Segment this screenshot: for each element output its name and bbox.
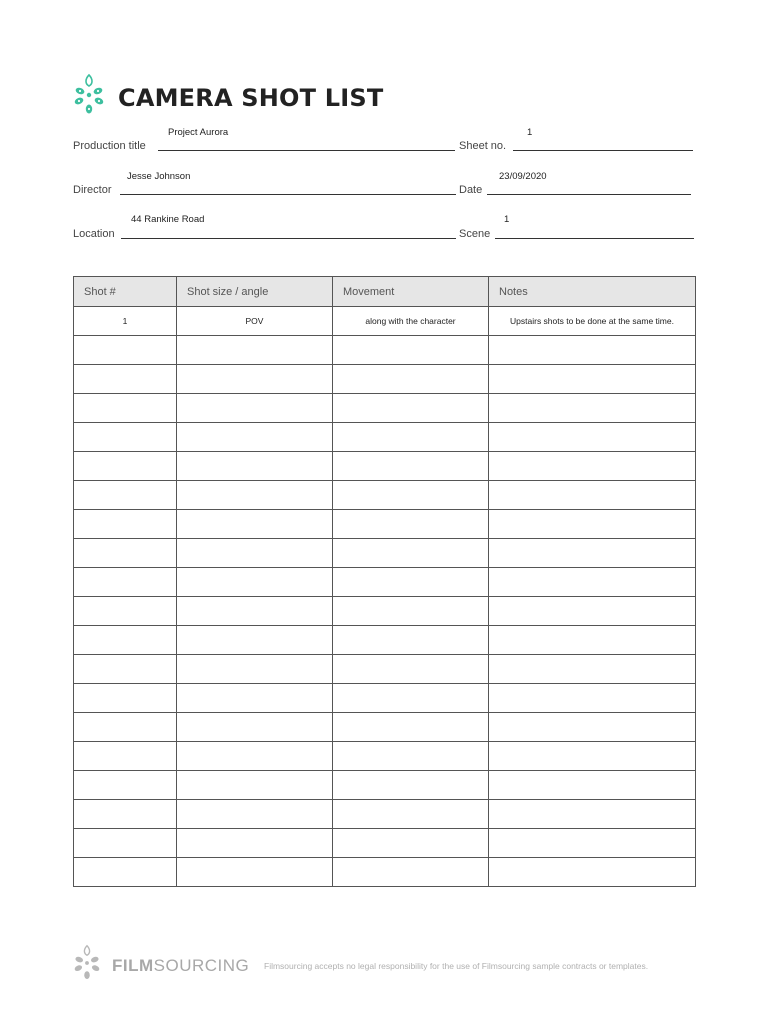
shot-number-cell[interactable] xyxy=(74,423,177,452)
shot-size-angle-cell[interactable] xyxy=(177,742,333,771)
scene-field[interactable] xyxy=(495,238,694,239)
shot-number-cell[interactable] xyxy=(74,336,177,365)
table-row xyxy=(74,684,696,713)
shot-number-cell[interactable] xyxy=(74,713,177,742)
notes-cell[interactable] xyxy=(489,394,696,423)
movement-cell[interactable] xyxy=(333,829,489,858)
shot-number-cell[interactable] xyxy=(74,539,177,568)
brand-light: SOURCING xyxy=(153,956,250,975)
movement-cell[interactable] xyxy=(333,800,489,829)
shot-list-table xyxy=(73,276,696,887)
movement-cell[interactable] xyxy=(333,568,489,597)
table-row xyxy=(74,800,696,829)
notes-cell[interactable] xyxy=(489,365,696,394)
sheet-no-label: Sheet no. xyxy=(459,140,507,152)
production-title-field[interactable] xyxy=(158,150,455,151)
notes-cell[interactable] xyxy=(489,800,696,829)
footer-disclaimer: Filmsourcing accepts no legal responsibility for the use of Filmsourcing sample contracts or templates. xyxy=(264,961,649,971)
notes-cell[interactable] xyxy=(489,713,696,742)
shot-number-cell[interactable] xyxy=(74,742,177,771)
notes-cell[interactable] xyxy=(489,858,696,887)
location-field[interactable] xyxy=(121,238,456,239)
movement-cell[interactable] xyxy=(333,539,489,568)
director-label: Director xyxy=(73,184,112,196)
notes-cell[interactable] xyxy=(489,481,696,510)
movement-cell[interactable] xyxy=(333,394,489,423)
date-label: Date xyxy=(459,184,483,196)
table-row xyxy=(74,452,696,481)
shot-number-cell[interactable]: 1 xyxy=(74,307,177,336)
shot-number-cell[interactable] xyxy=(74,771,177,800)
column-header-notes: Notes xyxy=(489,277,696,307)
shot-size-angle-cell[interactable] xyxy=(177,481,333,510)
movement-cell[interactable] xyxy=(333,626,489,655)
date-value: 23/09/2020 xyxy=(499,171,547,182)
notes-cell[interactable] xyxy=(489,771,696,800)
notes-cell[interactable] xyxy=(489,510,696,539)
shot-size-angle-cell[interactable] xyxy=(177,800,333,829)
movement-cell[interactable] xyxy=(333,742,489,771)
movement-cell[interactable] xyxy=(333,510,489,539)
production-title-value: Project Aurora xyxy=(168,127,229,138)
location-value: 44 Rankine Road xyxy=(131,214,205,225)
notes-cell[interactable] xyxy=(489,568,696,597)
scene-value: 1 xyxy=(504,214,510,225)
notes-cell[interactable] xyxy=(489,626,696,655)
movement-cell[interactable] xyxy=(333,684,489,713)
table-row xyxy=(74,510,696,539)
shot-number-cell[interactable] xyxy=(74,655,177,684)
table-row xyxy=(74,423,696,452)
shot-size-angle-cell[interactable] xyxy=(177,568,333,597)
shot-number-cell[interactable] xyxy=(74,800,177,829)
filmsourcing-brand xyxy=(112,956,249,976)
shot-size-angle-cell[interactable] xyxy=(177,655,333,684)
table-row xyxy=(74,336,696,365)
director-value: Jesse Johnson xyxy=(127,171,191,182)
table-row xyxy=(74,742,696,771)
production-title-label: Production title xyxy=(73,140,146,152)
filmsourcing-flower-icon xyxy=(72,73,106,117)
shot-size-angle-cell[interactable] xyxy=(177,423,333,452)
shot-size-angle-cell[interactable] xyxy=(177,539,333,568)
shot-size-angle-cell[interactable] xyxy=(177,626,333,655)
table-row xyxy=(74,394,696,423)
notes-cell[interactable]: Upstairs shots to be done at the same time. xyxy=(489,307,696,336)
shot-number-cell[interactable] xyxy=(74,597,177,626)
table-row xyxy=(74,568,696,597)
notes-cell[interactable] xyxy=(489,829,696,858)
sheet-no-field[interactable] xyxy=(513,150,693,151)
table-row xyxy=(74,307,696,336)
shot-size-angle-cell[interactable] xyxy=(177,771,333,800)
movement-cell[interactable] xyxy=(333,597,489,626)
notes-cell[interactable] xyxy=(489,423,696,452)
shot-size-angle-cell[interactable]: POV xyxy=(177,307,333,336)
table-row xyxy=(74,713,696,742)
table-row xyxy=(74,771,696,800)
scene-label: Scene xyxy=(459,228,491,240)
location-label: Location xyxy=(73,228,115,240)
director-field[interactable] xyxy=(120,194,456,195)
table-row xyxy=(74,481,696,510)
page-title: CAMERA SHOT LIST xyxy=(118,84,384,112)
column-header-shot-size-angle: Shot size / angle xyxy=(177,277,333,307)
notes-cell[interactable] xyxy=(489,742,696,771)
date-field[interactable] xyxy=(487,194,691,195)
shot-number-cell[interactable] xyxy=(74,626,177,655)
shot-number-cell[interactable] xyxy=(74,510,177,539)
table-row xyxy=(74,539,696,568)
shot-size-angle-cell[interactable] xyxy=(177,394,333,423)
movement-cell[interactable] xyxy=(333,452,489,481)
shot-size-angle-cell[interactable] xyxy=(177,829,333,858)
filmsourcing-flower-icon xyxy=(72,944,102,982)
movement-cell[interactable] xyxy=(333,423,489,452)
shot-number-cell[interactable] xyxy=(74,858,177,887)
table-row xyxy=(74,597,696,626)
movement-cell[interactable] xyxy=(333,655,489,684)
brand-bold: FILM xyxy=(112,956,154,975)
movement-cell[interactable] xyxy=(333,858,489,887)
shot-size-angle-cell[interactable] xyxy=(177,597,333,626)
table-row xyxy=(74,365,696,394)
notes-cell[interactable] xyxy=(489,452,696,481)
shot-size-angle-cell[interactable] xyxy=(177,510,333,539)
movement-cell[interactable] xyxy=(333,771,489,800)
notes-cell[interactable] xyxy=(489,684,696,713)
movement-cell[interactable] xyxy=(333,481,489,510)
notes-cell[interactable] xyxy=(489,655,696,684)
movement-cell[interactable] xyxy=(333,365,489,394)
table-row xyxy=(74,655,696,684)
table-header-row xyxy=(74,277,696,307)
shot-number-cell[interactable] xyxy=(74,452,177,481)
table-row xyxy=(74,626,696,655)
sheet-no-value: 1 xyxy=(527,127,533,138)
shot-number-cell[interactable] xyxy=(74,394,177,423)
shot-size-angle-cell[interactable] xyxy=(177,858,333,887)
shot-size-angle-cell[interactable] xyxy=(177,452,333,481)
shot-number-cell[interactable] xyxy=(74,481,177,510)
notes-cell[interactable] xyxy=(489,336,696,365)
shot-number-cell[interactable] xyxy=(74,684,177,713)
shot-size-angle-cell[interactable] xyxy=(177,336,333,365)
shot-number-cell[interactable] xyxy=(74,829,177,858)
movement-cell[interactable] xyxy=(333,713,489,742)
notes-cell[interactable] xyxy=(489,539,696,568)
movement-cell[interactable] xyxy=(333,336,489,365)
shot-number-cell[interactable] xyxy=(74,365,177,394)
column-header-movement: Movement xyxy=(333,277,489,307)
shot-number-cell[interactable] xyxy=(74,568,177,597)
table-row xyxy=(74,829,696,858)
notes-cell[interactable] xyxy=(489,597,696,626)
column-header-shot-number: Shot # xyxy=(74,277,177,307)
shot-size-angle-cell[interactable] xyxy=(177,713,333,742)
shot-size-angle-cell[interactable] xyxy=(177,684,333,713)
table-row xyxy=(74,858,696,887)
movement-cell[interactable]: along with the character xyxy=(333,307,489,336)
shot-size-angle-cell[interactable] xyxy=(177,365,333,394)
